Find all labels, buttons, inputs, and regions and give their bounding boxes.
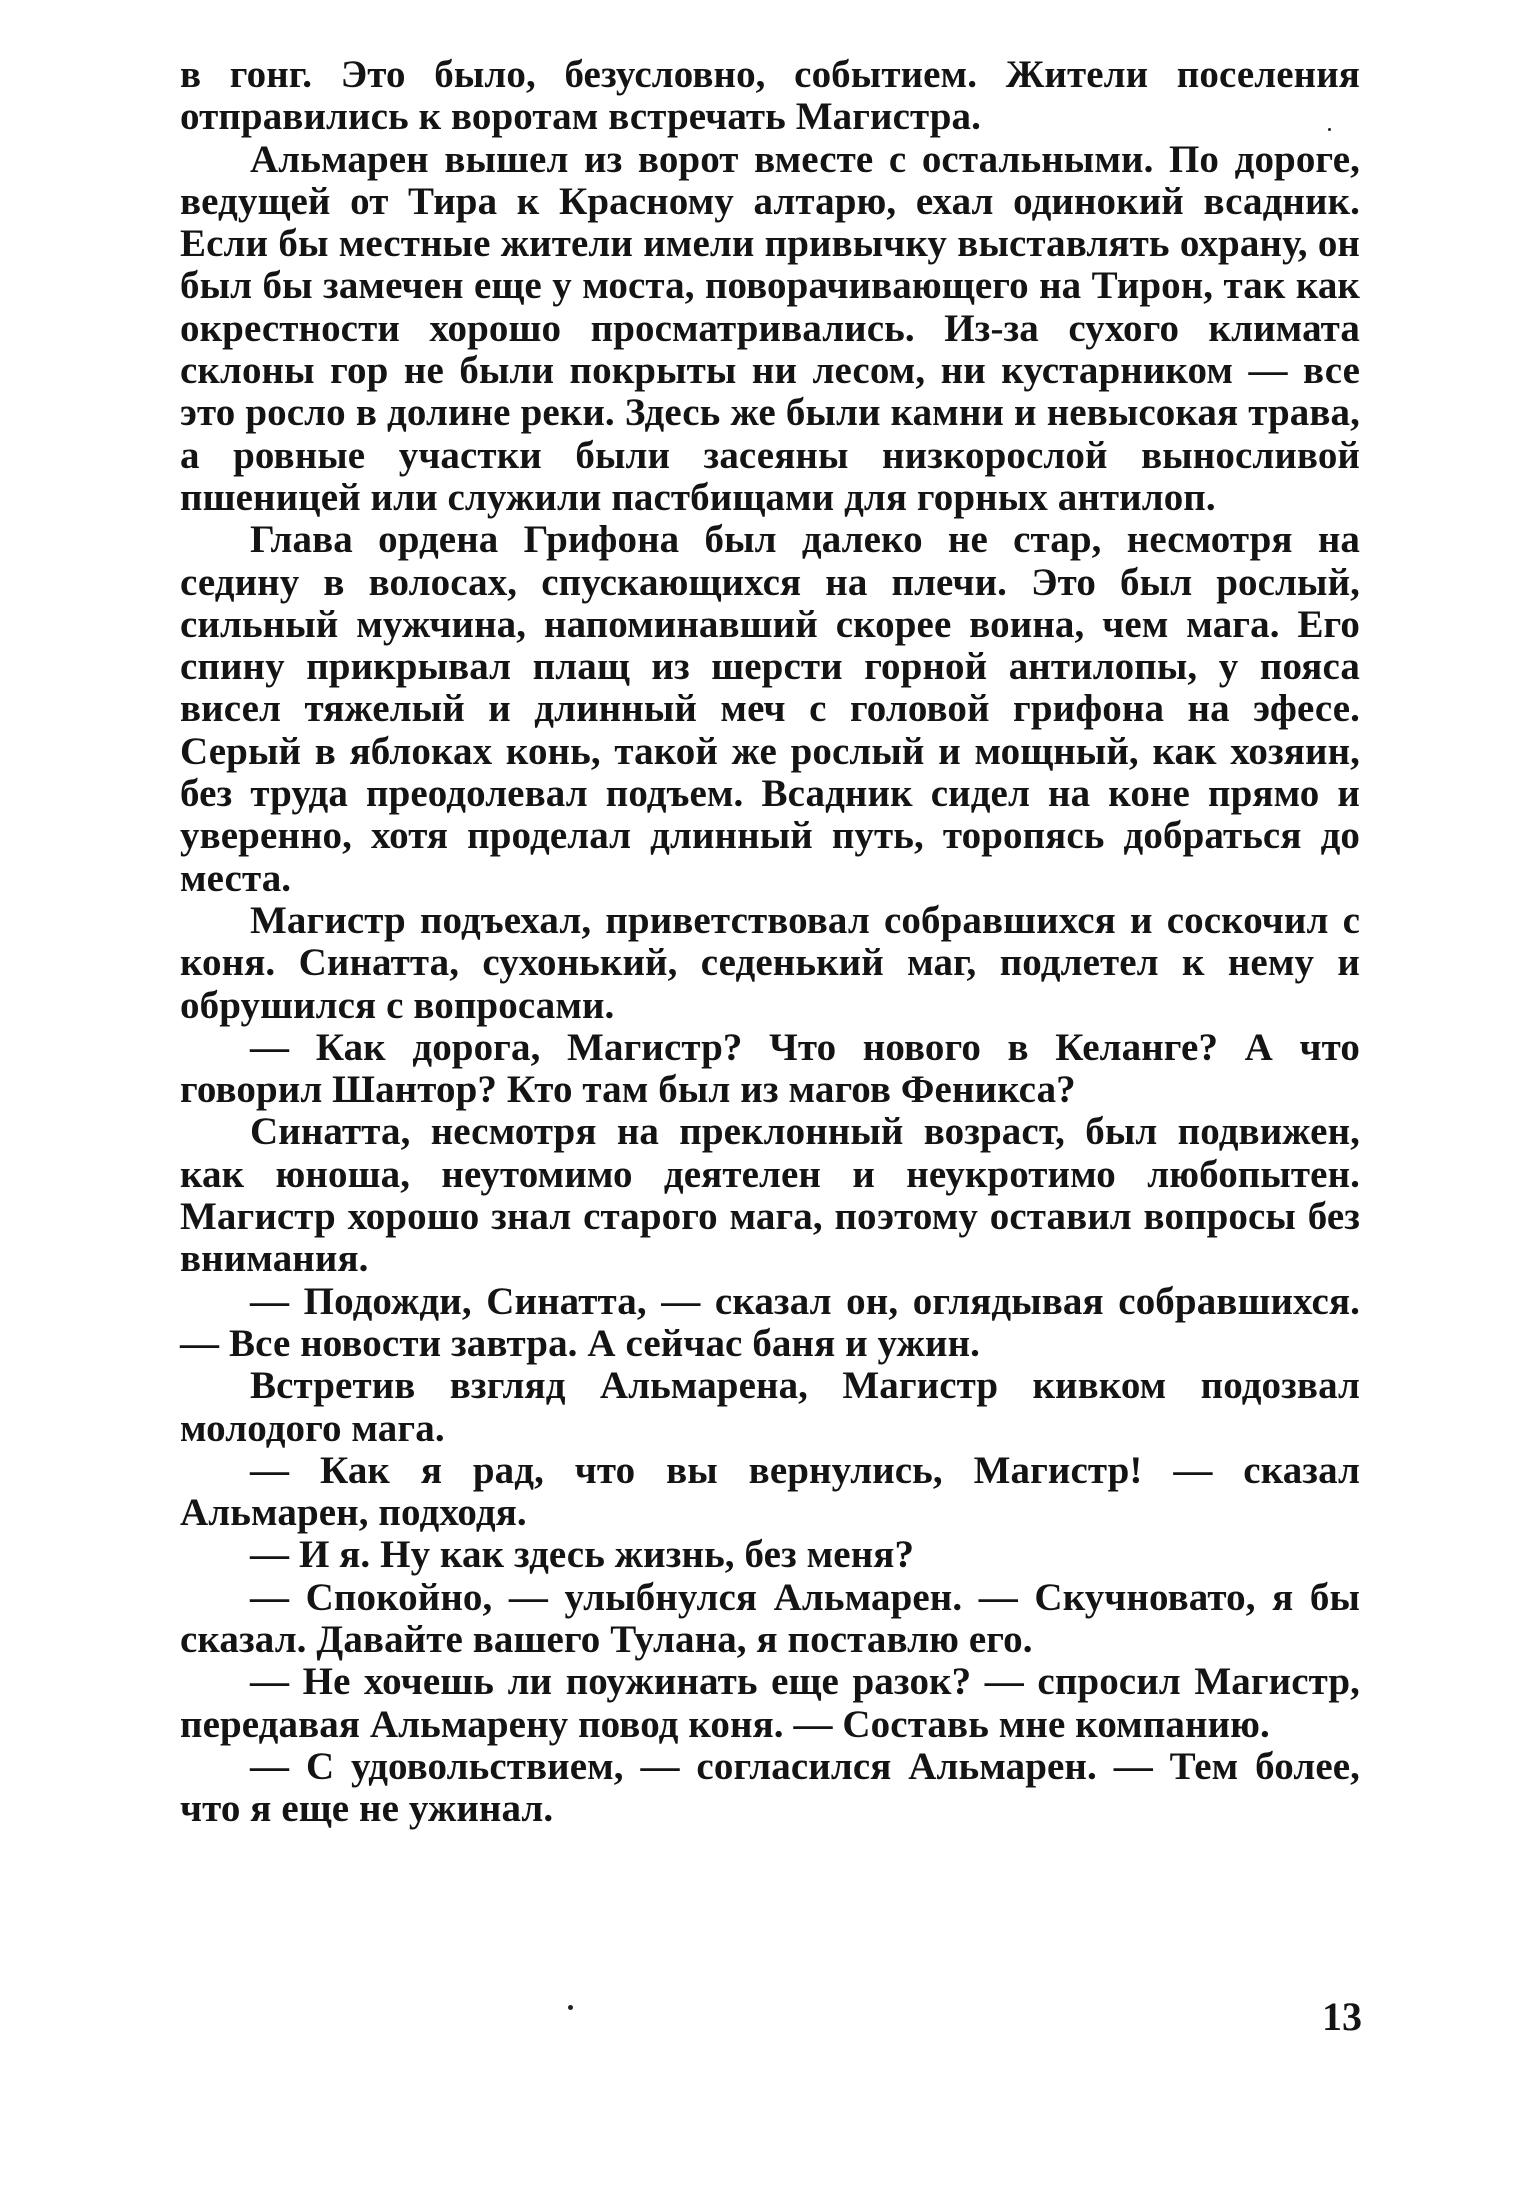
paragraph-3: Глава ордена Грифона был далеко не стар, несмотря на седину в волосах, спускающихся на плечи. Это был рослый, сильный мужчина, напоминавший скорее воина, чем мага. Его спину прикрывал плащ из шерсти горной антилопы, у пояса висел тяжелый и длинный меч с головой грифона на эфесе. Серый в яблоках конь, такой же рослый и мощный, как хозяин, без труда преодолевал подъем. Всадник сидел на коне прямо и уверенно, хотя проделал длинный путь, торопясь добраться до места.: [180, 518, 1360, 900]
paragraph-12: — Не хочешь ли поужинать еще разок? — спросил Магистр, передавая Альмарену повод коня. — Составь мне компанию.: [180, 1660, 1360, 1746]
page-number: 13: [1322, 1994, 1362, 2039]
paragraph-5: — Как дорога, Магистр? Что нового в Келанге? А что говорил Шантор? Кто там был из магов Феникса?: [180, 1025, 1360, 1112]
paragraph-9: — Как я рад, что вы вернулись, Магистр! — сказал Альмарен, подходя.: [180, 1448, 1360, 1535]
body-text: [180, 54, 1360, 1830]
paragraph-6: Синатта, несмотря на преклонный возраст, был подвижен, как юноша, неутомимо деятелен и неукротимо любопытен. Магистр хорошо знал старого мага, поэтому оставил вопросы без внимания.: [180, 1110, 1360, 1281]
print-speck: [1328, 128, 1331, 131]
paragraph-13: — С удовольствием, — согласился Альмарен. — Тем более, что я еще не ужинал.: [180, 1744, 1360, 1831]
print-speck: [568, 2005, 573, 2010]
paragraph-4: Магистр подъехал, приветствовал собравшихся и соскочил с коня. Синатта, сухонький, седенький маг, подлетел к нему и обрушился с вопросами.: [180, 898, 1360, 1027]
paragraph-2: Альмарен вышел из ворот вместе с остальными. По дороге, ведущей от Тира к Красному алтарю, ехал одинокий всадник. Если бы местные жители имели привычку выставлять охрану, он был бы замечен еще у моста, поворачивающего на Тирон, так как окрестности хорошо просматривались. Из-за сухого климата склоны гор не были покрыты ни лесом, ни кустарником — все это росло в долине реки. Здесь же были камни и невысокая трава, а ровные участки были засеяны низкорослой выносливой пшеницей или служили пастбищами для горных антилоп.: [180, 137, 1360, 519]
paragraph-1: в гонг. Это было, безусловно, событием. Жители поселения отправились к воротам встречать Магистра.: [180, 53, 1360, 139]
paragraph-10: — И я. Ну как здесь жизнь, без меня?: [250, 1533, 915, 1577]
paragraph-11: — Спокойно, — улыбнулся Альмарен. — Скучновато, я бы сказал. Давайте вашего Тулана, я поставлю его.: [180, 1575, 1360, 1661]
paragraph-8: Встретив взгляд Альмарена, Магистр кивком подозвал молодого мага.: [180, 1364, 1360, 1450]
paragraph-7: — Подожди, Синатта, — сказал он, оглядывая собравшихся. — Все новости завтра. А сейчас баня и ужин.: [180, 1279, 1360, 1365]
